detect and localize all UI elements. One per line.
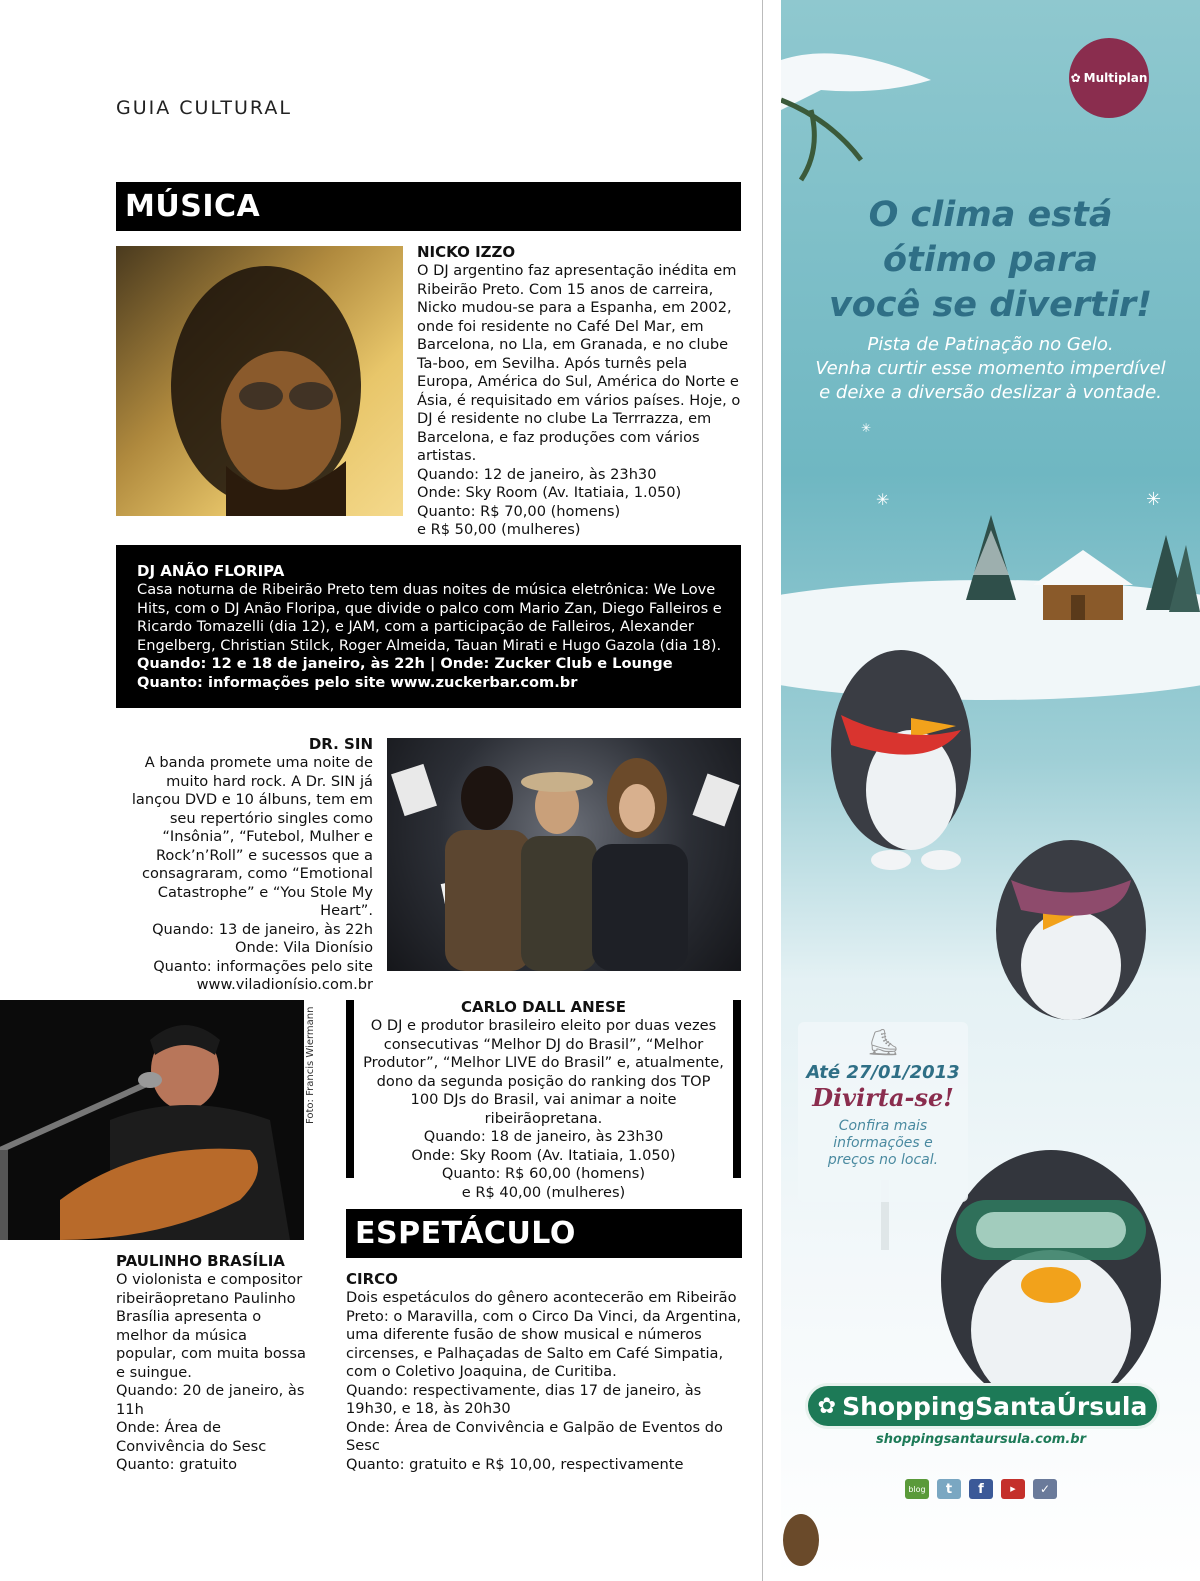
paulinho-brasilia-article xyxy=(116,1252,311,1475)
nicko-izzo-description: O DJ argentino faz apresentação inédita em Ribeirão Preto. Com 15 anos de carreira, Nicko mudou-se para a Espanha, em 2002, onde foi residente no Café Del Mar, em Barcelona, no Lla, em Granada, e no clube Ta-boo, em Sevilha. Após turnês pela Europa, América do Sul, América do Norte e Ásia, é requisitado em vários países. Hoje, o DJ é residente no clube La Terrrazza, em Barcelona, e faz produções com vários artistas. xyxy=(417,262,741,464)
carlo-dall-anese-article xyxy=(362,998,725,1202)
dr-sin-description: A banda promete uma noite de muito hard rock. A Dr. SIN já lançou DVD e 10 álbuns, tem em seu repertório singles como “Insônia”, “Futebol, Mulher e Rock’n’Roll” e sucessos que a consagraram, como “Emotional Catastrophe” e “You Stole My Heart”. xyxy=(131,754,373,919)
ad-sign xyxy=(798,1022,968,1202)
ad-sign-cta: Divirta-se! xyxy=(812,1083,954,1112)
nicko-izzo-photo xyxy=(116,246,403,516)
dr-sin-price: Quanto: informações pelo site xyxy=(153,957,373,975)
ad-sign-date: Até 27/01/2013 xyxy=(806,1062,960,1083)
dr-sin-photo xyxy=(387,738,741,971)
paulinho-brasilia-price: Quanto: gratuito xyxy=(116,1456,238,1473)
section-label: GUIA CULTURAL xyxy=(116,97,292,119)
multiplan-badge xyxy=(1069,38,1149,118)
circo-where: Onde: Área de Convivência e Galpão de Eventos do Sesc xyxy=(346,1418,723,1454)
dr-sin-site: www.viladionísio.com.br xyxy=(196,976,373,993)
ad-subtext-line2: Venha curtir esse momento imperdível xyxy=(815,358,1166,379)
ad-sign-info-line3: preços no local. xyxy=(827,1152,939,1168)
circo-article xyxy=(346,1270,746,1474)
nicko-izzo-price-women: e R$ 50,00 (mulheres) xyxy=(417,521,581,538)
svg-text:✳: ✳ xyxy=(1146,489,1162,510)
check-icon[interactable]: ✓ xyxy=(1033,1479,1057,1499)
twitter-icon[interactable]: t xyxy=(937,1479,961,1499)
youtube-icon[interactable]: ▶ xyxy=(1001,1479,1025,1499)
dj-anao-floripa-when: Quando: 12 e 18 de janeiro, às 22h | Onde: Zucker Club e Lounge xyxy=(137,655,673,672)
carlo-box-left-bar xyxy=(346,1000,354,1178)
social-icons xyxy=(905,1479,1057,1499)
dr-sin-heading: DR. SIN xyxy=(308,735,373,753)
ad-subtext-line3: e deixe a diversão deslizar à vontade. xyxy=(819,382,1162,403)
blog-icon[interactable]: blog xyxy=(905,1479,929,1499)
nicko-izzo-where: Onde: Sky Room (Av. Itatiaia, 1.050) xyxy=(417,484,682,501)
dr-sin-where: Onde: Vila Dionísio xyxy=(235,939,373,956)
carlo-dall-anese-price: Quanto: R$ 60,00 (homens) xyxy=(441,1165,646,1182)
nicko-izzo-when: Quando: 12 de janeiro, às 23h30 xyxy=(417,465,657,483)
carlo-dall-anese-when: Quando: 18 de janeiro, às 23h30 xyxy=(423,1128,664,1145)
circo-when: Quando: respectivamente, dias 17 de janeiro, às 19h30, e 18, às 20h30 xyxy=(346,1381,702,1417)
paulinho-brasilia-description: O violonista e compositor ribeirãopretano Paulinho Brasília apresenta o melhor da música popular, com muita bossa e suingue. xyxy=(116,1271,306,1381)
shopping-logo-icon: ✿ xyxy=(817,1393,837,1419)
svg-text:✳: ✳ xyxy=(861,421,872,435)
paulinho-photo-credit: Foto: Francis Wiermann xyxy=(305,1006,316,1124)
carlo-box-right-bar xyxy=(733,1000,741,1178)
circo-description: Dois espetáculos do gênero acontecerão em Ribeirão Preto: o Maravilla, com o Circo Da Vinci, da Argentina, uma diferente fusão de show musical e números circenses, e Palhaçadas de Salto em Café Simpatia, com o Coletivo Joaquina, de Curitiba. xyxy=(346,1289,742,1380)
carlo-dall-anese-heading: CARLO DALL ANESE xyxy=(460,998,627,1016)
ad-sign-info xyxy=(798,1118,968,1169)
facebook-icon[interactable]: f xyxy=(969,1479,993,1499)
ad-headline-line1: O clima está xyxy=(868,195,1113,235)
nicko-izzo-article xyxy=(417,243,742,540)
shopping-ad xyxy=(781,0,1200,1581)
ad-sign-info-line1: Confira mais xyxy=(838,1118,928,1134)
column-divider xyxy=(762,0,763,1581)
carlo-dall-anese-price-women: e R$ 40,00 (mulheres) xyxy=(461,1183,626,1201)
paulinho-brasilia-when: Quando: 20 de janeiro, às 11h xyxy=(116,1382,305,1418)
skate-icon: ⛸ xyxy=(866,1028,900,1058)
ad-subtext-line1: Pista de Patinação no Gelo. xyxy=(867,334,1114,355)
circo-price: Quanto: gratuito e R$ 10,00, respectivamente xyxy=(346,1455,684,1473)
ad-sign-info-line2: informações e xyxy=(833,1135,933,1151)
ad-headline-line3: você se divertir! xyxy=(828,285,1153,325)
paulinho-brasilia-photo xyxy=(0,1000,304,1240)
circo-heading: CIRCO xyxy=(346,1270,398,1288)
shopping-santa-ursula-logo xyxy=(805,1383,1160,1429)
espetaculo-section-title: ESPETÁCULO xyxy=(346,1209,742,1258)
dr-sin-when: Quando: 13 de janeiro, às 22h xyxy=(152,920,373,938)
dj-anao-floripa-box xyxy=(116,545,741,708)
multiplan-logo-icon: ✿ xyxy=(1070,71,1081,85)
carlo-dall-anese-description: O DJ e produtor brasileiro eleito por duas vezes consecutivas “Melhor DJ do Brasil”, “Melhor Produtor”, “Melhor LIVE do Brasil” e, atualmente, dono da segunda posição do ranking dos TOP 100 DJs do Brasil, vai animar a noite ribeirãopretana. xyxy=(363,1017,724,1127)
dj-anao-floripa-heading: DJ ANÃO FLORIPA xyxy=(137,562,285,580)
dr-sin-article xyxy=(116,735,373,995)
svg-text:✳: ✳ xyxy=(876,490,890,509)
musica-section-title: MÚSICA xyxy=(116,182,741,231)
dj-anao-floripa-description: Casa noturna de Ribeirão Preto tem duas noites de música eletrônica: We Love Hits, com o DJ Anão Floripa, que divide o palco com Mario Zan, Diego Falleiros e Ricardo Tomazelli (dia 12), e JAM, com a participação de Falleiros, Alexander Engelberg, Christian Stilck, Roger Almeida, Tauan Mirati e Hugo Gazola (dia 18). xyxy=(137,581,722,654)
shopping-logo-label: ShoppingSantaÚrsula xyxy=(842,1391,1148,1421)
ad-subtext xyxy=(781,333,1200,405)
paulinho-brasilia-where: Onde: Área de Convivência do Sesc xyxy=(116,1419,267,1455)
paulinho-brasilia-heading: PAULINHO BRASÍLIA xyxy=(116,1252,285,1270)
nicko-izzo-heading: NICKO IZZO xyxy=(417,243,516,261)
shopping-url[interactable]: shoppingsantaursula.com.br xyxy=(876,1432,1086,1447)
multiplan-badge-label: Multiplan xyxy=(1083,71,1148,85)
ad-headline-line2: ótimo para xyxy=(882,240,1099,280)
carlo-dall-anese-where: Onde: Sky Room (Av. Itatiaia, 1.050) xyxy=(411,1146,676,1164)
ad-headline xyxy=(781,193,1200,328)
dj-anao-floripa-price: Quanto: informações pelo site www.zuckerbar.com.br xyxy=(137,673,578,691)
nicko-izzo-price: Quanto: R$ 70,00 (homens) xyxy=(417,502,621,520)
